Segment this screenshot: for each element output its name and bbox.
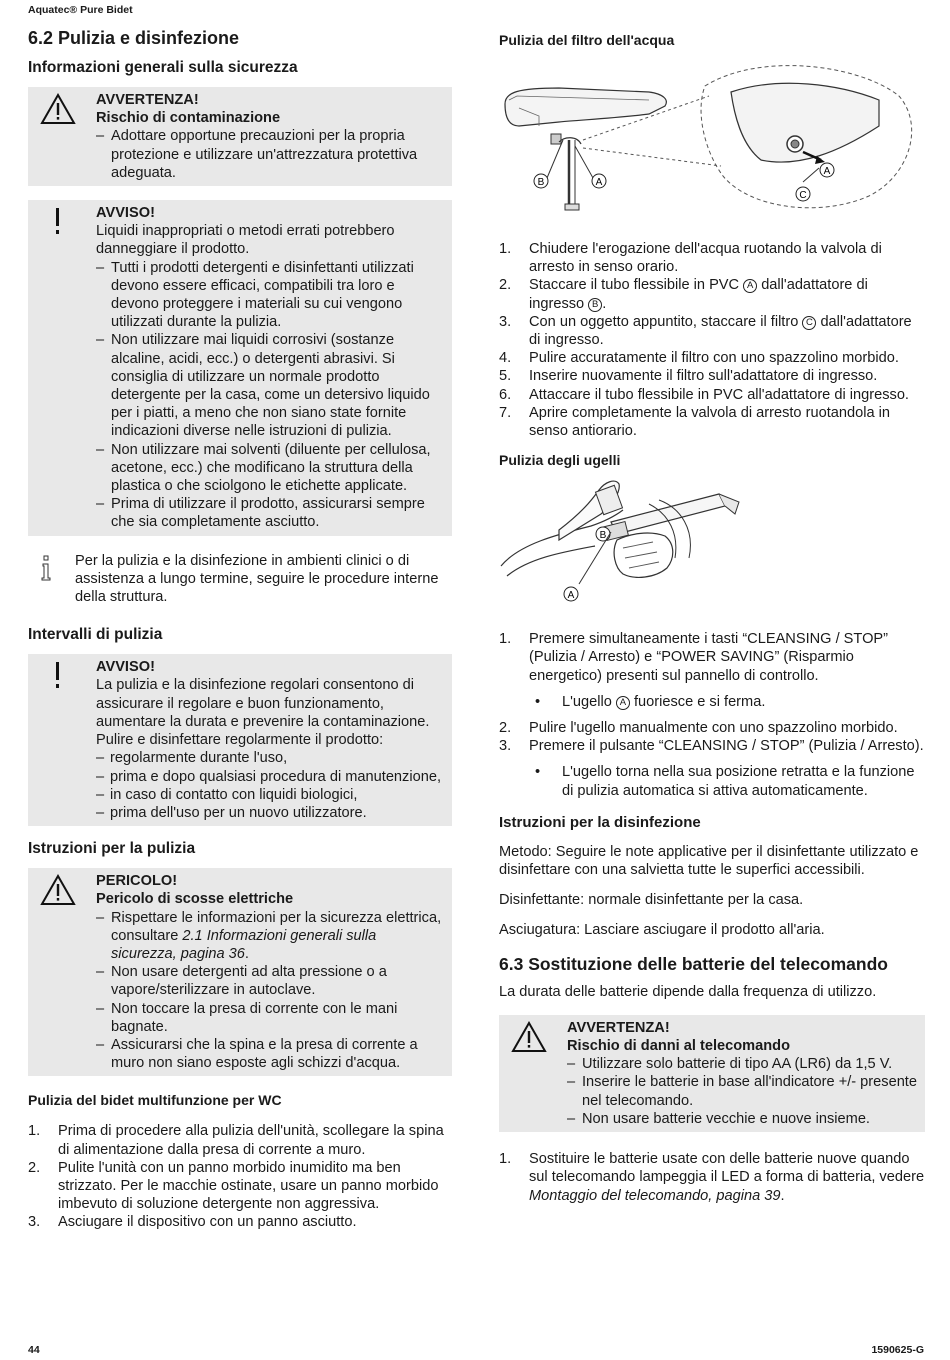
notice-item: – Prima di utilizzare il prodotto, assicurarsi sempre che sia completamente asciutto. (96, 495, 446, 531)
list-item: 1. Chiudere l'erogazione dell'acqua ruotando la valvola di arresto in senso orario. (499, 241, 882, 276)
cross-reference-link[interactable]: Montaggio del telecomando, pagina 39 (529, 1187, 781, 1204)
notice-item: – prima e dopo qualsiasi procedura di manutenzione, (96, 768, 446, 786)
filter-heading: Pulizia del filtro dell'acqua (499, 32, 675, 48)
list-item: 7. Aprire completamente la valvola di arresto ruotandola in senso antiorario. (499, 404, 890, 440)
nozzle-heading: Pulizia degli ugelli (499, 452, 621, 469)
warning-box-contamination (28, 87, 452, 186)
notice-item: – Non utilizzare mai solventi (diluente per cellulosa, acetone, ecc.) che modificano la struttura della plastica o che sciolgono le etichette applicate. (96, 441, 446, 496)
callout-b: B (537, 177, 545, 188)
callout-a-zoom: A (823, 166, 831, 177)
exclamation-icon (54, 660, 62, 695)
list-item: 4. Pulire accuratamente il filtro con uno spazzolino morbido. (499, 350, 899, 367)
notice-text: La pulizia e la disinfezione regolari consentono di assicurare il regolare e buon funzionamento, aumentare la durata e prevenire la contaminazione. (96, 677, 430, 730)
battery-section-title: 6.3 Sostituzione delle batterie del telecomando (499, 953, 888, 974)
bidet-heading: Pulizia del bidet multifunzione per WC (28, 1092, 282, 1109)
nozzle-figure (499, 474, 925, 604)
warning-label: AVVERTENZA! (96, 92, 199, 108)
list-item: 1. Premere simultaneamente i tasti “CLEANSING / STOP” (Pulizia / Arresto) e “POWER SAVING” (Risparmio energetico) presenti sul pannello di controllo. (499, 631, 889, 684)
marker-b: B (588, 298, 602, 312)
notice-box-liquids (28, 200, 452, 536)
marker-a: A (743, 279, 757, 293)
list-item: 1. Sostituire le batterie usate con delle batterie nuove quando sul telecomando lampeggia il LED a forma di batteria, vedere Montaggio del telecomando, pagina 39. (499, 1151, 925, 1204)
notice-label: AVVISO! (96, 205, 155, 222)
safety-heading: Informazioni generali sulla sicurezza (28, 59, 298, 76)
callout-b: B (599, 530, 607, 542)
danger-box-electric (28, 868, 452, 1076)
drying-text: Asciugatura: Lasciare asciugare il prodotto all'aria. (499, 922, 825, 939)
disinfection-heading: Istruzioni per la disinfezione (499, 813, 701, 831)
list-item: 2. Staccare il tubo flessibile in PVC A dall'adattatore di ingresso B . (499, 277, 868, 312)
warning-triangle-icon (511, 1021, 547, 1058)
warning-label: AVVERTENZA! (567, 1019, 670, 1036)
cross-reference-link[interactable]: 2.1 Informazioni generali sulla sicurezza, pagina 36 (111, 927, 377, 962)
list-item: 3. Con un oggetto appuntito, staccare il filtro C dall'adattatore di ingresso. (499, 313, 912, 349)
notice-text: Liquidi inappropriati o metodi errati potrebbero danneggiare il prodotto. (96, 223, 395, 258)
callout-a: A (567, 590, 575, 602)
list-item: 1. Prima di procedere alla pulizia dell'unità, scollegare la spina di alimentazione dalla presa di corrente a muro. (28, 1123, 444, 1158)
notice-item: – regolarmente durante l'uso, (96, 749, 446, 767)
disinfectant-text: Disinfettante: normale disinfettante per la casa. (499, 892, 804, 909)
warning-item: – Inserire le batterie in base all'indicatore +/- presente nel telecomando. (567, 1073, 919, 1109)
callout-a: A (595, 177, 603, 188)
list-item: 3. Premere il pulsante “CLEANSING / STOP” (Pulizia / Arresto). (499, 738, 924, 755)
notice-text: Pulire e disinfettare regolarmente il prodotto: (96, 732, 384, 749)
document-code: 1590625-G (871, 1344, 924, 1356)
nozzle-steps-2 (499, 719, 925, 755)
list-item: 3. Asciugare il dispositivo con un panno asciutto. (28, 1214, 357, 1231)
notice-item: – Tutti i prodotti detergenti e disinfettanti utilizzati devono essere efficaci, compatibili tra loro e devono proteggere i materiali su cui vengono utilizzati durante la pulizia. (96, 259, 446, 332)
warning-box-remote (499, 1015, 925, 1132)
list-item: 5. Inserire nuovamente il filtro sull'adattatore di ingresso. (499, 368, 878, 385)
list-item: 6. Attaccare il tubo flessibile in PVC all'adattatore di ingresso. (499, 386, 909, 403)
danger-label: PERICOLO! (96, 873, 178, 890)
notice-item: – Non utilizzare mai liquidi corrosivi (sostanze alcaline, acidi, ecc.) o detergenti abrasivi. Si consiglia di utilizzare un normale prodotto detergente per la casa, come un detersivo liquido per i piatti, a meno che non siano state fornite indicazioni diverse nelle istruzioni di pulizia. (96, 331, 446, 440)
right-column (499, 32, 925, 1205)
warning-title: Rischio di contaminazione (96, 110, 281, 127)
list-item: 2. Pulire l'ugello manualmente con uno spazzolino morbido. (499, 720, 898, 737)
intervals-heading: Intervalli di pulizia (28, 626, 163, 644)
disinfection-method: Metodo: Seguire le note applicative per il disinfettante utilizzato e disinfettare con una salvietta tutte le superfici accessibili. (499, 843, 919, 879)
danger-item: – Rispettare le informazioni per la sicurezza elettrica, consultare 2.1 Informazioni generali sulla sicurezza, pagina 36. (96, 909, 446, 964)
filter-figure (499, 56, 925, 216)
notice-label: AVVISO! (96, 659, 155, 676)
bullet-item: • L'ugello torna nella sua posizione retratta e la funzione di pulizia automatica si attiva automaticamente. (499, 763, 925, 799)
page-number: 44 (28, 1344, 40, 1356)
warning-item: – Adottare opportune precauzioni per la propria protezione e utilizzare un'attrezzatura protettiva adeguata. (96, 127, 446, 182)
battery-steps (499, 1150, 925, 1205)
marker-c: C (802, 316, 816, 330)
danger-title: Pericolo di scosse elettriche (96, 891, 294, 908)
running-header: Aquatec® Pure Bidet (28, 4, 133, 16)
notice-item: – in caso di contatto con liquidi biologici, (96, 786, 446, 804)
danger-item: – Assicurarsi che la spina e la presa di corrente a muro non siano esposte agli schizzi d'acqua. (96, 1036, 446, 1072)
callout-c: C (799, 190, 807, 201)
warning-item: – Non usare batterie vecchie e nuove insieme. (567, 1110, 919, 1128)
list-item: 2. Pulite l'unità con un panno morbido inumidito ma ben strizzato. Per le macchie ostinate, usare un panno morbido imbevuto di soluzione detergente non aggressiva. (28, 1159, 439, 1213)
info-icon (40, 555, 52, 586)
exclamation-icon (54, 206, 62, 241)
info-note (28, 552, 452, 607)
notice-item: – prima dell'uso per un nuovo utilizzatore. (96, 804, 446, 822)
bidet-steps (28, 1122, 452, 1231)
warning-triangle-icon (40, 93, 76, 130)
info-note-text: Per la pulizia e la disinfezione in ambienti clinici o di assistenza a lungo termine, seguire le procedure interne della struttura. (75, 552, 439, 606)
nozzle-steps (499, 630, 925, 685)
cleaning-heading: Istruzioni per la pulizia (28, 840, 196, 858)
warning-triangle-icon (40, 874, 76, 911)
danger-item: – Non toccare la presa di corrente con le mani bagnate. (96, 1000, 446, 1036)
section-title: 6.2 Pulizia e disinfezione (28, 28, 240, 48)
filter-steps (499, 240, 925, 440)
warning-title: Rischio di danni al telecomando (567, 1038, 790, 1055)
marker-a: A (616, 696, 630, 710)
battery-intro: La durata delle batterie dipende dalla frequenza di utilizzo. (499, 983, 877, 1000)
notice-box-intervals (28, 654, 452, 826)
left-column (28, 28, 452, 1232)
warning-item: – Utilizzare solo batterie di tipo AA (LR6) da 1,5 V. (567, 1055, 919, 1073)
bullet-item: • L'ugello A fuoriesce e si ferma. (499, 693, 925, 711)
danger-item: – Non usare detergenti ad alta pressione o a vapore/sterilizzare in autoclave. (96, 963, 446, 999)
